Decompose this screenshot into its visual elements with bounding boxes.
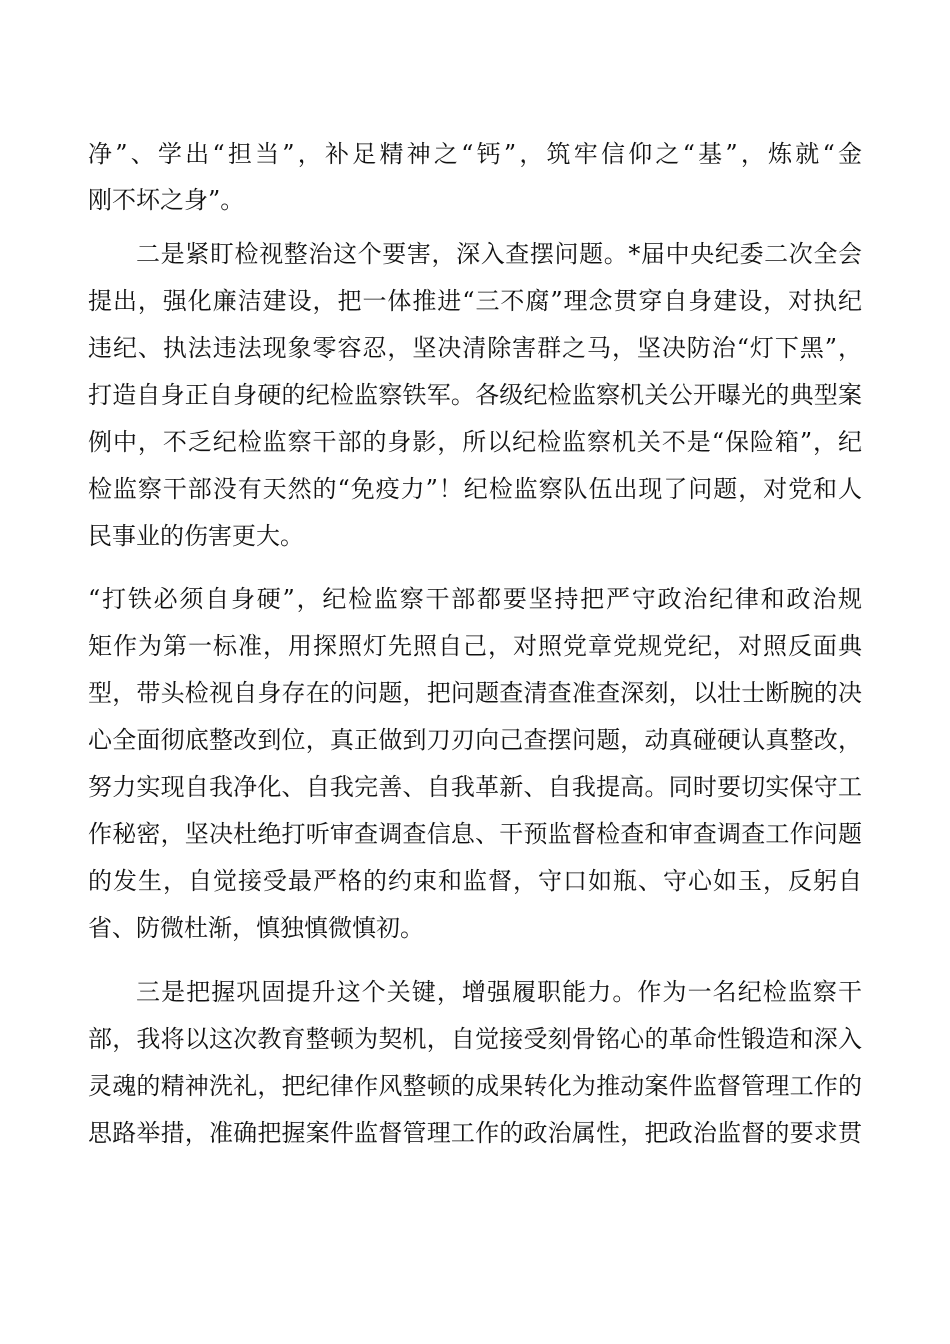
text-line: 灵魂的精神洗礼，把纪律作风整顿的成果转化为推动案件监督管理工作的 [88,1072,862,1100]
text-line: 作秘密，坚决杜绝打听审查调查信息、干预监督检查和审查调查工作问题 [88,820,862,848]
text-line: 部，我将以这次教育整顿为契机，自觉接受刻骨铭心的革命性锻造和深入 [88,1025,862,1053]
text-line: 检监察干部没有天然的“免疫力”！纪检监察队伍出现了问题，对党和人 [88,475,862,503]
text-line: 省、防微杜渐，慎独慎微慎初。 [88,914,424,942]
text-line: 刚不坏之身”。 [88,186,245,214]
text-line: 例中，不乏纪检监察干部的身影，所以纪检监察机关不是“保险箱”，纪 [88,428,862,456]
text-line: 矩作为第一标准，用探照灯先照自己，对照党章党规党纪，对照反面典 [88,632,862,660]
text-line: 民事业的伤害更大。 [88,522,304,550]
text-line: 净”、学出“担当”，补足精神之“钙”，筑牢信仰之“基”，炼就“金 [88,140,862,168]
text-line: 的发生，自觉接受最严格的约束和监督，守口如瓶、守心如玉，反躬自 [88,867,862,895]
text-line: 三是把握巩固提升这个关键，增强履职能力。作为一名纪检监察干 [136,978,862,1006]
text-line: 二是紧盯检视整治这个要害，深入查摆问题。*届中央纪委二次全会 [136,240,862,268]
text-line: 思路举措，准确把握案件监督管理工作的政治属性，把政治监督的要求贯 [88,1119,862,1147]
text-line: 努力实现自我净化、自我完善、自我革新、自我提高。同时要切实保守工 [88,773,862,801]
text-line: 打造自身正自身硬的纪检监察铁军。各级纪检监察机关公开曝光的典型案 [88,381,862,409]
text-line: 提出，强化廉洁建设，把一体推进“三不腐”理念贯穿自身建设，对执纪 [88,287,862,315]
text-line: “打铁必须自身硬”，纪检监察干部都要坚持把严守政治纪律和政治规 [88,585,862,613]
text-line: 型，带头检视自身存在的问题，把问题查清查准查深刻，以壮士断腕的决 [88,679,862,707]
text-line: 心全面彻底整改到位，真正做到刀刃向己查摆问题，动真碰硬认真整改， [88,726,862,754]
text-line: 违纪、执法违法现象零容忍，坚决清除害群之马，坚决防治“灯下黑”， [88,334,862,362]
